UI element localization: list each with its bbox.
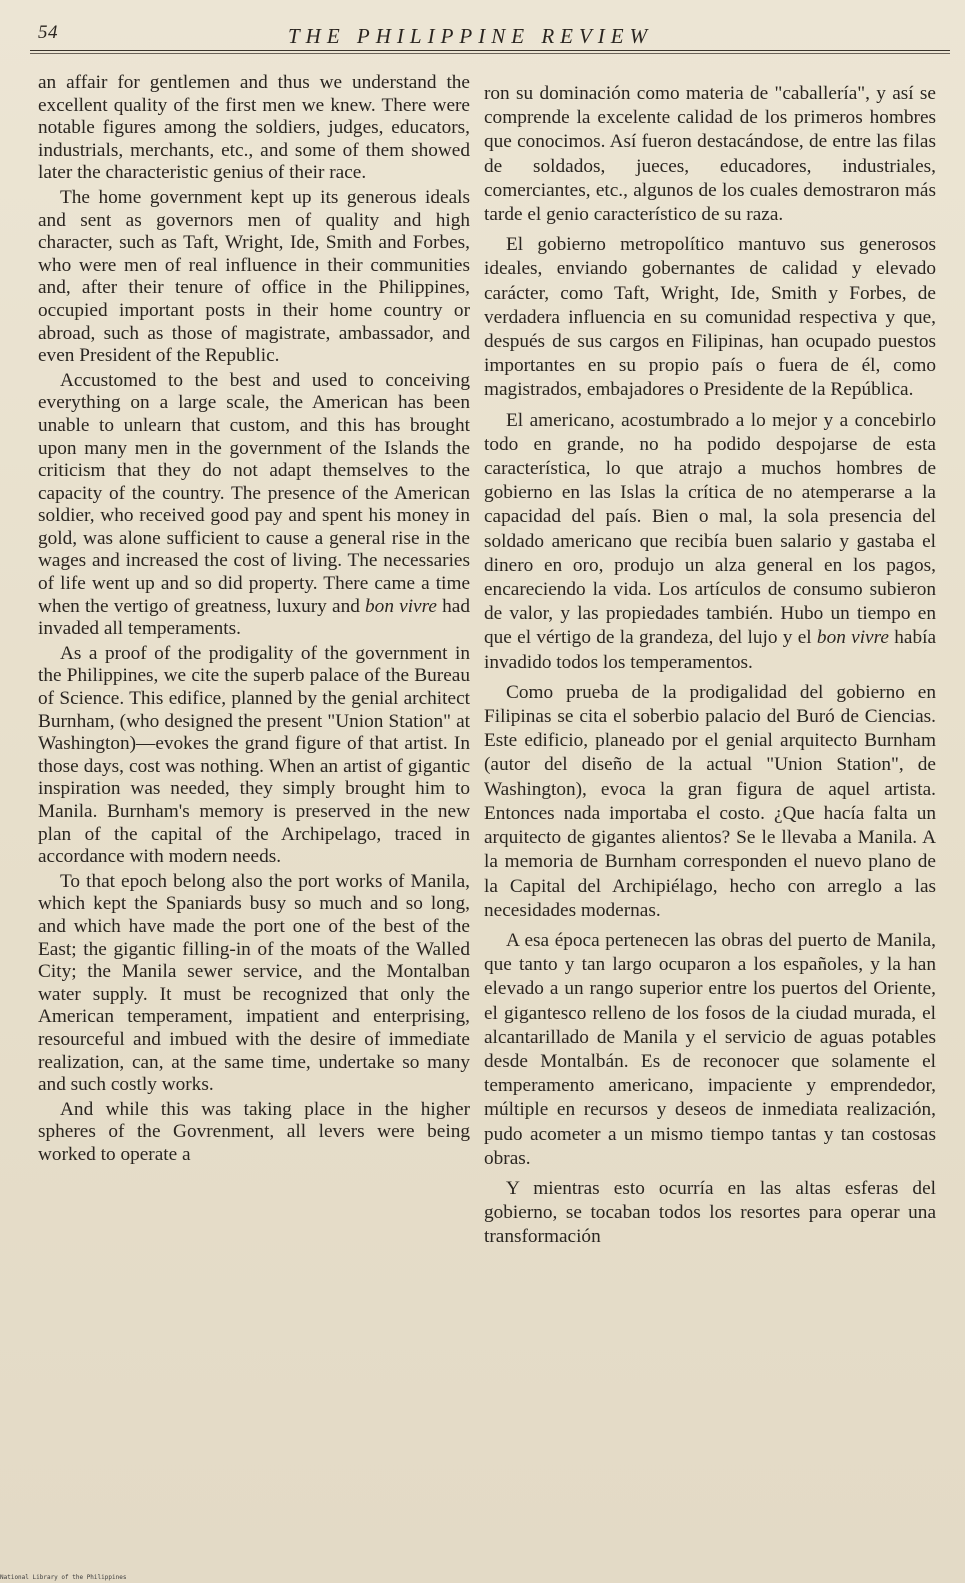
spanish-paragraph: A esa época pertenecen las obras del puerto de Manila, que tanto y tan largo ocuparon a los españoles, y la han elevado a un rango superior entre los puertos del Oriente, el gigantesco relleno de los fosos de la ciudad murada, el alcantarillado de Manila y el servicio de aguas potables desde Montalbán. Es de reconocer que solamente el temperamento americano, impaciente y emprendedor, múltiple en recursos y deseos de inmediata realización, pudo acometer a un mismo tiempo tantas y tan costosas obras. (484, 929, 936, 1169)
english-column (38, 72, 470, 1169)
spanish-paragraph-tail: había invadido todos los temperamentos. (484, 627, 937, 673)
page-number: 54 (38, 22, 58, 43)
spanish-paragraph: Y mientras esto ocurría en las altas esferas del gobierno, se tocaban todos los resortes para operar una transformación (484, 1177, 936, 1248)
spanish-paragraph-text: El americano, acostumbrado a lo mejor y a concebirlo todo en grande, no ha podido despojarse de esta característica, lo que atrajo a muchos hombres de gobierno en las Islas la crítica de no atemperarse a la capacidad del país. Bien o mal, la sola presencia del soldado americano que recibía buen salario y gastaba el dinero en oro, produjo un alza general en los pagos, encareciendo la vida. Los artículos de consumo subieron de valor, y las propiedades también. Hubo un tiempo en que el vértigo de la grandeza, del lujo y el (484, 409, 936, 649)
english-paragraph: As a proof of the prodigality of the government in the Philippines, we cite the superb palace of the Bureau of Science. This edifice, planned by the genial architect Burnham, (who designed the present "Union Station" at Washington)—evokes the grand figure of that artist. In those days, cost was nothing. When an artist of gigantic inspiration was needed, they simply brought him to Manila. Burnham's memory is preserved in the new plan of the capital of the Archipelago, traced in accordance with modern needs. (38, 642, 470, 868)
spanish-column (484, 82, 936, 1256)
spanish-paragraph: ron su dominación como materia de "caballería", y así se comprende la excelente calidad de los primeros hombres que conocimos. Así fueron destacándose, de entre las filas de soldados, jueces, educadores, industriales, comerciantes, etc., algunos de los cuales demostraron más tarde el genio característico de su raza. (484, 83, 936, 226)
header-rule (30, 50, 950, 51)
running-head: THE PHILIPPINE REVIEW (288, 24, 654, 48)
spanish-paragraph: Como prueba de la prodigalidad del gobierno en Filipinas se cita el soberbio palacio del Buró de Ciencias. Este edificio, planeado por el genial arquitecto Burnham (autor del diseño de la actual "Union Station", de Washington), evoca la gran figura de aquel artista. Entonces nada importaba el costo. ¿Que hacía falta un arquitecto de gigantes alientos? Se le llevaba a Manila. A la memoria de Burnham corresponden el nuevo plano de la Capital del Archipiélago, hecho con arreglo a las necesidades modernas. (484, 681, 936, 921)
english-italic-phrase: bon vivre (365, 595, 437, 617)
english-paragraph-tail: had invaded all temperaments. (38, 595, 470, 640)
english-paragraph: an affair for gentlemen and thus we understand the excellent quality of the first men we knew. There were notable figures among the soldiers, judges, educators, industrials, merchants, etc., and some of them showed later the characteristic genius of their race. (38, 72, 470, 184)
spanish-paragraph (484, 409, 936, 675)
spanish-paragraph: El gobierno metropolítico mantuvo sus generosos ideales, enviando gobernantes de calidad y elevado carácter, como Taft, Wright, Ide, Smith y Forbes, de verdadera influencia en su comunidad respectiva y que, después de sus cargos en Filipinas, han ocupado puestos importantes en su propio país o fuera de él, como magistrados, embajadores o Presidente de la República. (484, 234, 936, 401)
spanish-italic-phrase: bon vivre (816, 627, 889, 649)
english-paragraph-text: Accustomed to the best and used to conceiving everything on a large scale, the American has been unable to unlearn that custom, and this has brought upon many men in the government of the Islands the criticism that they do not adapt themselves to the capacity of the country. The presence of the American soldier, who received good pay and spent his money in gold, was alone sufficient to cause a general rise in the wages and increased the cost of living. The necessaries of life went up and so did property. There came a time when the vertigo of greatness, luxury and (38, 369, 470, 617)
english-paragraph: The home government kept up its generous ideals and sent as governors men of quality and high character, such as Taft, Wright, Ide, Smith and Forbes, who were men of real influence in their communities and, after their tenure of office in the Philippines, occupied important posts in their home country or abroad, such as those of magistrate, ambassador, and even President of the Republic. (38, 186, 470, 367)
english-paragraph: And while this was taking place in the higher spheres of the Govrenment, all levers were being worked to operate a (38, 1098, 470, 1165)
english-paragraph (38, 370, 470, 641)
library-credit: National Library of the Philippines (0, 1574, 127, 1581)
english-paragraph: To that epoch belong also the port works of Manila, which kept the Spaniards busy so much and so long, and which have made the port one of the best of the East; the gigantic filling-in of the moats of the Walled City; the Manila sewer service, and the Montalban water supply. It must be recognized that only the American temperament, impatient and enterprising, resourceful and imbued with the desire of immediate realization, can, at the same time, undertake so many and such costly works. (38, 870, 470, 1096)
header-rule-secondary (30, 53, 950, 54)
